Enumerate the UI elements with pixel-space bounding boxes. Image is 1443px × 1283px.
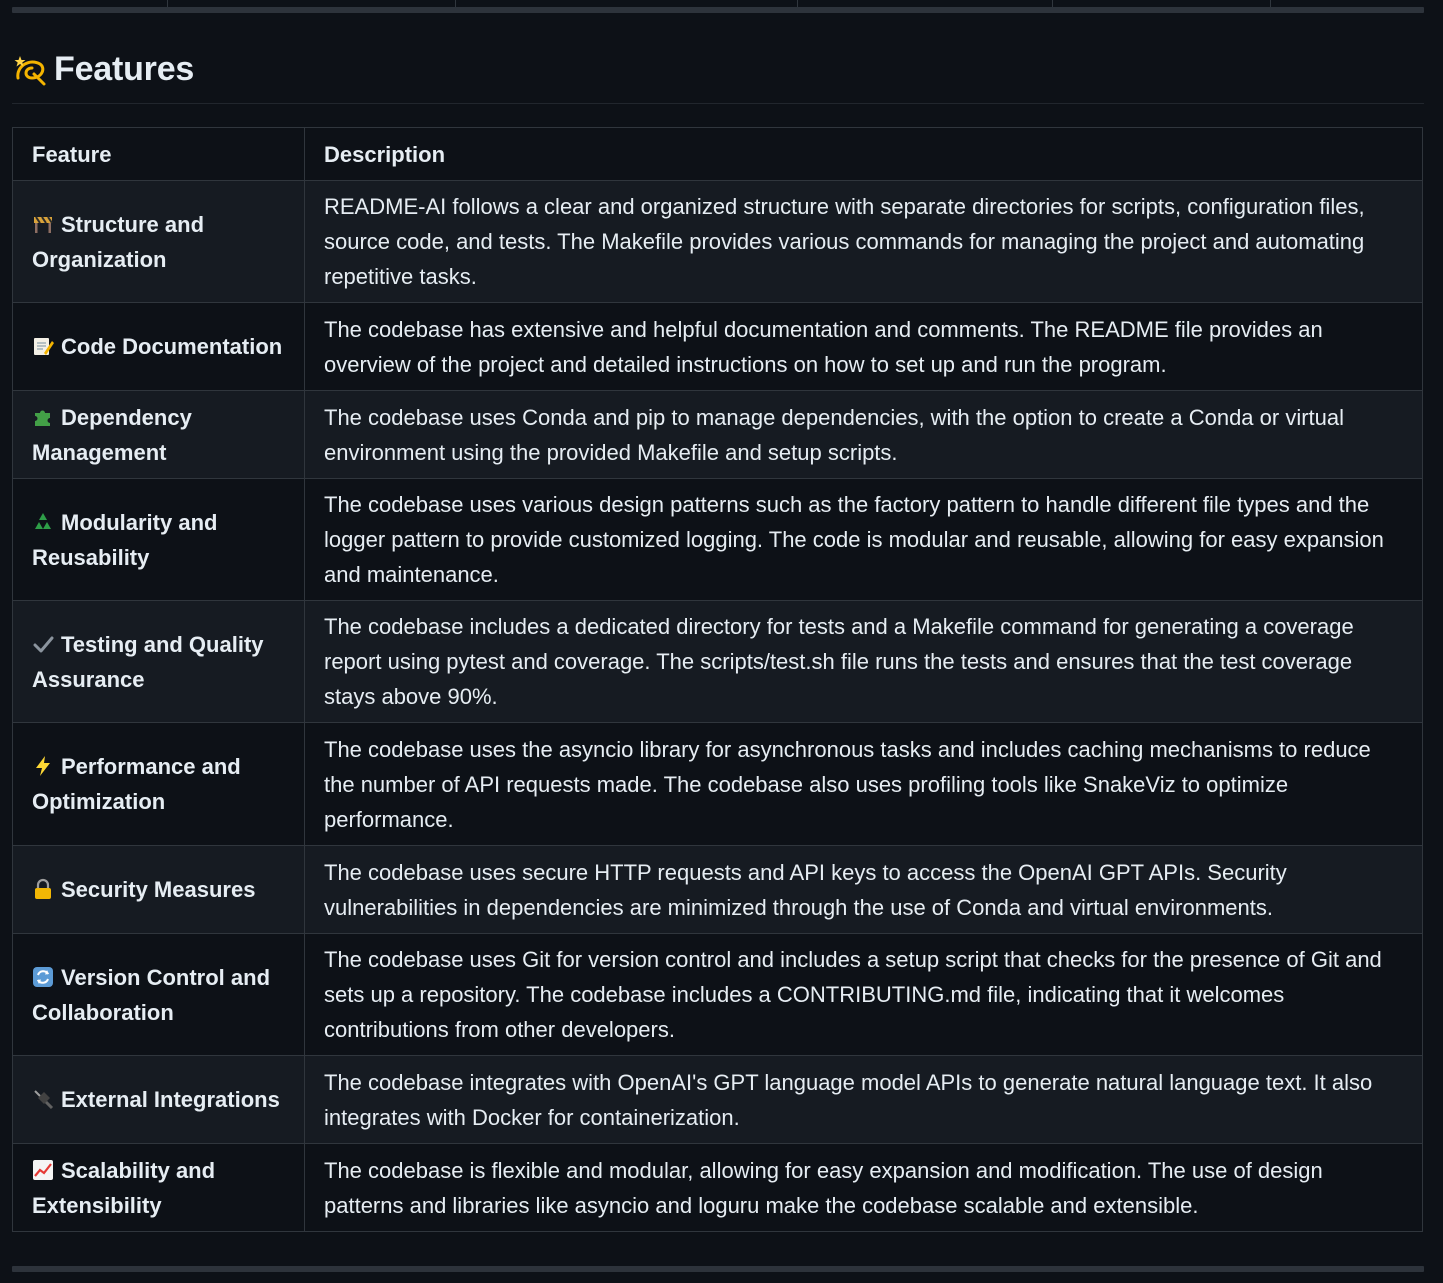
table-row bbox=[13, 934, 1423, 1056]
feature-cell bbox=[13, 391, 305, 479]
feature-cell bbox=[13, 1056, 305, 1144]
description-cell: The codebase is flexible and modular, allowing for easy expansion and modification. The use of design patterns and libraries like asyncio and loguru make the codebase scalable and extensible. bbox=[305, 1144, 1423, 1232]
table-row bbox=[13, 303, 1423, 391]
table-row bbox=[13, 181, 1423, 303]
feature-label: Version Control and Collaboration bbox=[32, 964, 271, 1025]
feature-label: External Integrations bbox=[61, 1087, 280, 1112]
feature-column-header: Feature bbox=[13, 128, 305, 181]
description-cell: The codebase includes a dedicated directory for tests and a Makefile command for generating a coverage report using pytest and coverage. The scripts/test.sh file runs the tests and ensures that the test coverage stays above 90%. bbox=[305, 601, 1423, 723]
feature-label: Security Measures bbox=[61, 877, 256, 902]
feature-cell bbox=[13, 303, 305, 391]
table-row bbox=[13, 846, 1423, 934]
page-title: Features bbox=[54, 50, 195, 88]
puzzle-icon bbox=[32, 406, 54, 428]
dizzy-icon bbox=[12, 52, 48, 88]
description-cell: The codebase uses secure HTTP requests and API keys to access the OpenAI GPT APIs. Security vulnerabilities in dependencies are minimized through the use of Conda and virtual environments. bbox=[305, 846, 1423, 934]
arrows-counterclockwise-icon bbox=[32, 966, 54, 988]
lightning-icon bbox=[32, 755, 54, 777]
feature-label: Dependency Management bbox=[32, 404, 192, 465]
description-cell: README-AI follows a clear and organized structure with separate directories for scripts, configuration files, source code, and tests. The Makefile provides various commands for managing the project and automating repetitive tasks. bbox=[305, 181, 1423, 303]
table-row bbox=[13, 391, 1423, 479]
features-heading bbox=[12, 40, 1424, 104]
recycle-icon bbox=[32, 511, 54, 533]
feature-cell bbox=[13, 934, 305, 1056]
table-row bbox=[13, 479, 1423, 601]
feature-label: Testing and Quality Assurance bbox=[32, 631, 264, 692]
top-divider bbox=[12, 7, 1424, 13]
table-row bbox=[13, 723, 1423, 846]
feature-cell bbox=[13, 181, 305, 303]
memo-icon bbox=[32, 335, 54, 357]
feature-label: Code Documentation bbox=[61, 334, 283, 359]
table-row bbox=[13, 1144, 1423, 1232]
feature-label: Scalability and Extensibility bbox=[32, 1157, 216, 1218]
description-column-header: Description bbox=[305, 128, 1423, 181]
table-row bbox=[13, 1056, 1423, 1144]
feature-cell bbox=[13, 1144, 305, 1232]
plug-icon bbox=[32, 1088, 54, 1110]
construction-icon bbox=[32, 213, 54, 235]
check-icon bbox=[32, 633, 54, 655]
table-row bbox=[13, 601, 1423, 723]
description-cell: The codebase uses Conda and pip to manage dependencies, with the option to create a Conda or virtual environment using the provided Makefile and setup scripts. bbox=[305, 391, 1423, 479]
feature-label: Performance and Optimization bbox=[32, 754, 241, 814]
feature-cell bbox=[13, 479, 305, 601]
description-cell: The codebase has extensive and helpful documentation and comments. The README file provides an overview of the project and detailed instructions on how to set up and run the program. bbox=[305, 303, 1423, 391]
feature-label: Structure and Organization bbox=[32, 211, 205, 272]
table-header-row bbox=[13, 128, 1423, 181]
feature-cell bbox=[13, 601, 305, 723]
feature-cell bbox=[13, 723, 305, 846]
feature-cell bbox=[13, 846, 305, 934]
description-cell: The codebase uses the asyncio library for asynchronous tasks and includes caching mechanisms to reduce the number of API requests made. The codebase also uses profiling tools like SnakeViz to optimize performance. bbox=[305, 723, 1423, 846]
features-table bbox=[12, 127, 1423, 1232]
description-cell: The codebase integrates with OpenAI's GPT language model APIs to generate natural language text. It also integrates with Docker for containerization. bbox=[305, 1056, 1423, 1144]
bottom-divider bbox=[12, 1266, 1424, 1272]
chart-increasing-icon bbox=[32, 1159, 54, 1181]
feature-label: Modularity and Reusability bbox=[32, 509, 218, 570]
description-cell: The codebase uses various design patterns such as the factory pattern to handle different file types and the logger pattern to provide customized logging. The code is modular and reusable, allowing for easy expansion and maintenance. bbox=[305, 479, 1423, 601]
lock-icon bbox=[32, 878, 54, 900]
description-cell: The codebase uses Git for version control and includes a setup script that checks for the presence of Git and sets up a repository. The codebase includes a CONTRIBUTING.md file, indicating that it welcomes contributions from other developers. bbox=[305, 934, 1423, 1056]
